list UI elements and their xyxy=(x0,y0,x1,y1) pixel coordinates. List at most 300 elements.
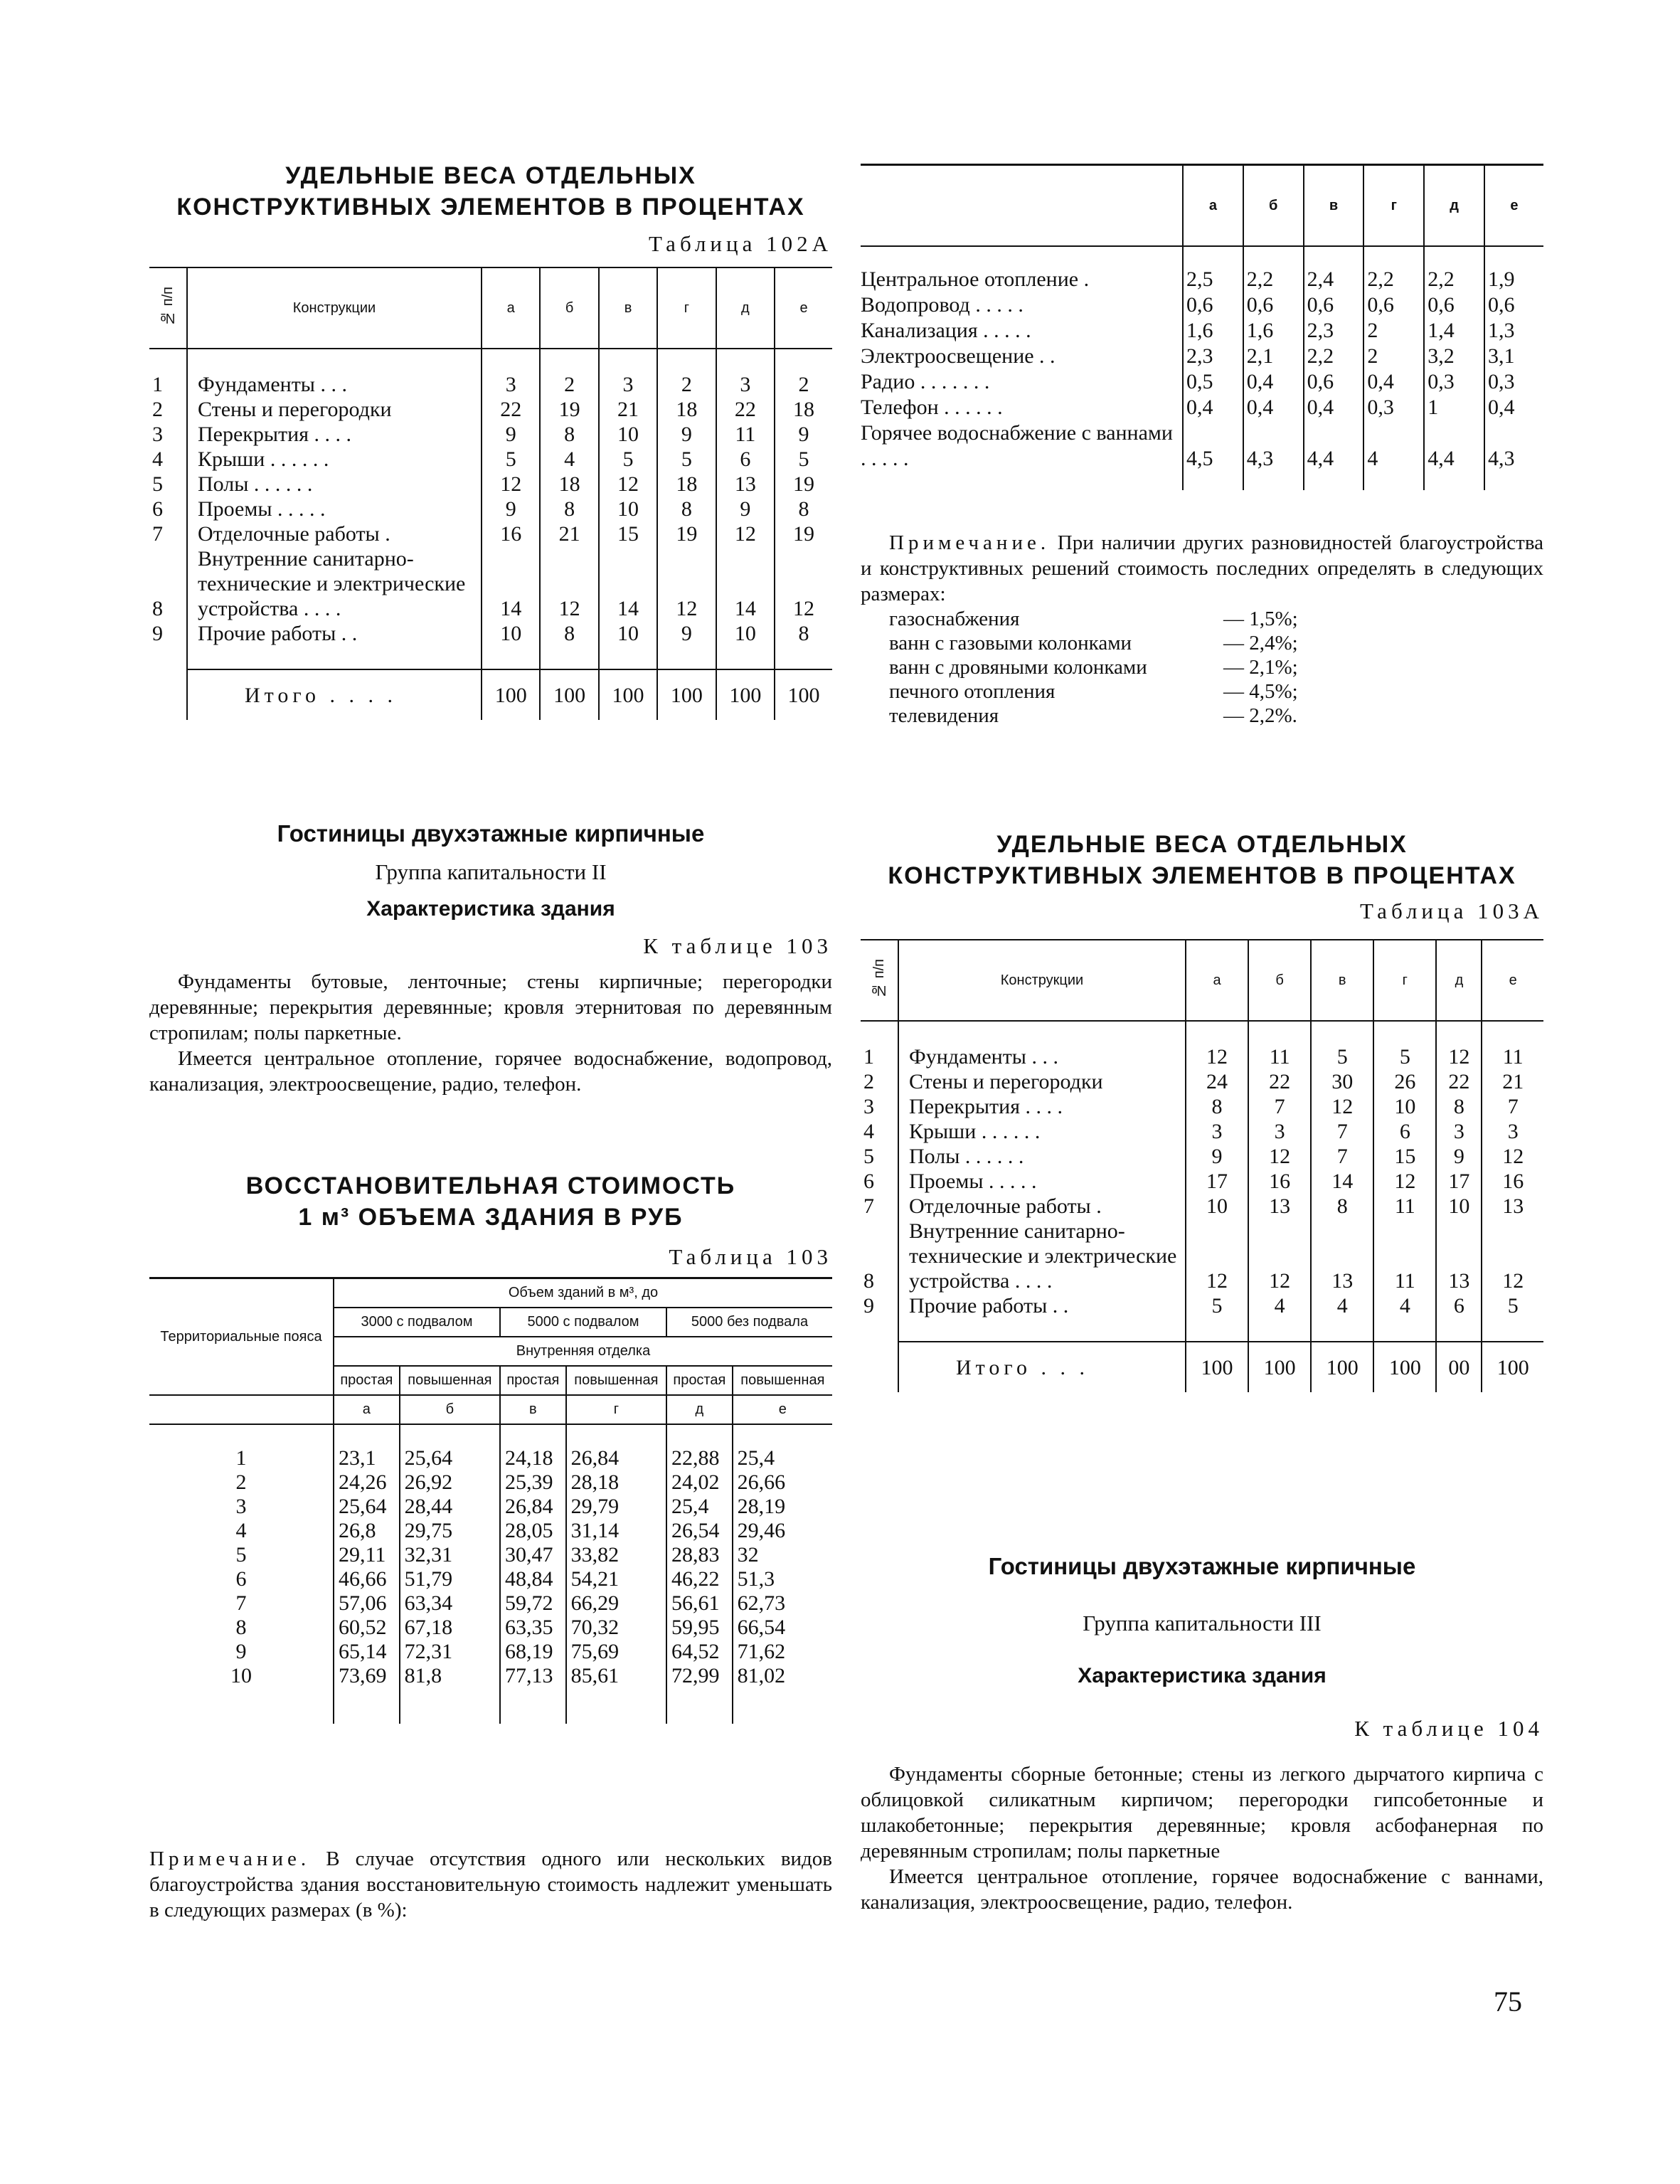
total-value: 100 xyxy=(657,669,716,720)
row-name: Прочие работы . . xyxy=(187,621,482,646)
table-row xyxy=(149,1470,832,1495)
cell-value: 60,52 xyxy=(334,1616,400,1640)
spacer-cell xyxy=(775,349,832,372)
spacer-cell xyxy=(898,1021,1186,1044)
zone-number: 10 xyxy=(230,1664,252,1687)
cell-value: 7 xyxy=(1311,1144,1373,1169)
cell-value: 3 xyxy=(1482,1119,1543,1144)
cell-value: 4 xyxy=(1373,1293,1436,1318)
empty-cell xyxy=(149,1395,334,1424)
table-103a-grid xyxy=(861,939,1543,1392)
cell-value: 9 xyxy=(1186,1144,1248,1169)
zone-number: 6 xyxy=(235,1567,247,1591)
table-102a-grid xyxy=(149,267,832,720)
spacer-cell xyxy=(566,1688,666,1724)
cell-value: 0,6 xyxy=(1363,292,1424,318)
cell-value: 28,44 xyxy=(400,1495,500,1519)
table-label: Таблица 102А xyxy=(649,231,832,256)
spacer-cell xyxy=(1436,1021,1482,1044)
row-name: Стены и перегородки xyxy=(187,397,482,422)
cell-value: 29,11 xyxy=(334,1543,400,1567)
table-102a-heading xyxy=(149,160,832,258)
spacer-cell xyxy=(657,646,716,669)
table-row xyxy=(861,1194,1543,1219)
cell-value: 24 xyxy=(1186,1069,1248,1094)
cell-value: 10 xyxy=(1186,1194,1248,1219)
cell-value: 26,92 xyxy=(400,1470,500,1495)
table-row xyxy=(149,1567,832,1591)
table-103a-heading xyxy=(861,829,1543,926)
cell-value: 30,47 xyxy=(500,1543,566,1567)
row-name: Центральное отопление . xyxy=(861,267,1090,291)
cell-value: 3 xyxy=(482,372,540,397)
total-value: 100 xyxy=(716,669,775,720)
note-item-value: — 2,1%; xyxy=(1223,656,1298,679)
table-102a xyxy=(149,267,832,720)
table-row xyxy=(861,344,1543,369)
table-row xyxy=(861,1069,1543,1094)
table-row xyxy=(861,1293,1543,1318)
cell-value: 19 xyxy=(775,521,832,546)
capital-group: Группа капитальности II xyxy=(375,859,607,884)
spacer-cell xyxy=(1373,1318,1436,1342)
spacer-row xyxy=(861,1021,1543,1044)
cell-value: 2,4 xyxy=(1304,267,1364,292)
finish-type: простая xyxy=(666,1366,733,1395)
cell-value: 3,1 xyxy=(1484,344,1543,369)
cell-value: 21 xyxy=(540,521,598,546)
hotel-ii-section xyxy=(149,818,832,1097)
cell-value: 12 xyxy=(657,546,716,621)
row-number: 9 xyxy=(152,622,163,645)
cell-value: 2 xyxy=(1363,344,1424,369)
spacer-cell xyxy=(400,1424,500,1446)
col-header: д xyxy=(1424,165,1484,247)
cell-value: 16 xyxy=(1482,1169,1543,1194)
note-list-item xyxy=(889,631,1543,655)
cell-value: 2 xyxy=(1363,318,1424,344)
spacer-cell xyxy=(1186,1021,1248,1044)
spacer-cell xyxy=(1484,472,1543,490)
description xyxy=(149,969,832,1097)
row-number: 1 xyxy=(152,373,163,396)
cell-value: 5 xyxy=(657,447,716,472)
zone-number: 9 xyxy=(235,1640,247,1663)
row-number: 7 xyxy=(152,522,163,546)
cell-value: 12 xyxy=(1186,1044,1248,1069)
cell-value: 0,4 xyxy=(1304,395,1364,420)
table-ref: К таблице 103 xyxy=(643,933,832,958)
total-value: 100 xyxy=(1311,1342,1373,1392)
col-letter: б xyxy=(400,1395,500,1424)
cell-value: 24,02 xyxy=(666,1470,733,1495)
col-header: а xyxy=(482,267,540,349)
col-header: б xyxy=(540,267,598,349)
spacer-cell xyxy=(1424,246,1484,267)
heading-line-1: УДЕЛЬНЫЕ ВЕСА ОТДЕЛЬНЫХ xyxy=(285,162,696,189)
total-value: 100 xyxy=(599,669,657,720)
table-row xyxy=(149,1591,832,1616)
total-value: 100 xyxy=(1373,1342,1436,1392)
row-name: Электроосвещение . . xyxy=(861,344,1056,368)
cell-value: 63,35 xyxy=(500,1616,566,1640)
reduction-note xyxy=(861,530,1543,728)
cell-value: 59,72 xyxy=(500,1591,566,1616)
col-header: д xyxy=(1436,940,1482,1021)
row-name: Прочие работы . . xyxy=(898,1293,1186,1318)
row-name: Радио . . . . . . . xyxy=(861,370,990,393)
cell-value: 10 xyxy=(716,621,775,646)
cell-value: 26,8 xyxy=(334,1519,400,1543)
spacer-cell xyxy=(861,1318,898,1342)
row-number: 6 xyxy=(863,1170,874,1193)
spacer-cell xyxy=(775,646,832,669)
note-list-item xyxy=(889,679,1543,704)
spacer-cell xyxy=(1482,1318,1543,1342)
row-name: Полы . . . . . . xyxy=(898,1144,1186,1169)
col-header: б xyxy=(1248,940,1311,1021)
cell-value: 29,75 xyxy=(400,1519,500,1543)
table-row xyxy=(861,395,1543,420)
total-num-cell xyxy=(149,669,187,720)
description-para-2: Имеется центральное отопление, горячее водоснабжение, водопровод, канализация, электроосвещение, радио, телефон. xyxy=(149,1047,832,1096)
spacer-cell xyxy=(1424,472,1484,490)
table-row xyxy=(149,1640,832,1664)
cell-value: 12 xyxy=(716,521,775,546)
cell-value: 4,4 xyxy=(1304,420,1364,472)
volume-group: 5000 с подвалом xyxy=(500,1308,666,1337)
row-name: Фундаменты . . . xyxy=(187,372,482,397)
cell-value: 23,1 xyxy=(334,1446,400,1470)
cell-value: 7 xyxy=(1482,1094,1543,1119)
cell-value: 9 xyxy=(716,497,775,521)
cell-value: 2,3 xyxy=(1304,318,1364,344)
col-header: а xyxy=(1186,940,1248,1021)
cell-value: 0,3 xyxy=(1484,369,1543,395)
table-row xyxy=(861,292,1543,318)
cell-value: 12 xyxy=(1311,1094,1373,1119)
finish-type: повышенная xyxy=(566,1366,666,1395)
spacer-cell xyxy=(334,1688,400,1724)
finish-type: повышенная xyxy=(400,1366,500,1395)
row-name: Фундаменты . . . xyxy=(898,1044,1186,1069)
note-list xyxy=(889,607,1543,728)
cell-value: 12 xyxy=(599,472,657,497)
cell-value: 3 xyxy=(1186,1119,1248,1144)
cell-value: 6 xyxy=(1373,1119,1436,1144)
cell-value: 5 xyxy=(1373,1044,1436,1069)
row-number: 3 xyxy=(152,423,163,446)
total-num-cell xyxy=(861,1342,898,1392)
table-row xyxy=(149,397,832,422)
table-row xyxy=(149,1616,832,1640)
cell-value: 12 xyxy=(1248,1219,1311,1293)
cell-value: 48,84 xyxy=(500,1567,566,1591)
table-row xyxy=(149,521,832,546)
cell-value: 4 xyxy=(1248,1293,1311,1318)
cell-value: 9 xyxy=(657,422,716,447)
cell-value: 6 xyxy=(1436,1293,1482,1318)
note-item-value: — 2,4%; xyxy=(1223,632,1298,654)
row-name: Полы . . . . . . xyxy=(187,472,482,497)
cell-value: 18 xyxy=(657,472,716,497)
cell-value: 72,31 xyxy=(400,1640,500,1664)
cell-value: 0,4 xyxy=(1243,369,1304,395)
spacer-cell xyxy=(733,1688,832,1724)
row-number: 1 xyxy=(863,1045,874,1069)
row-name: Водопровод . . . . . xyxy=(861,293,1024,317)
cell-value: 2,2 xyxy=(1243,267,1304,292)
cell-value: 12 xyxy=(1373,1169,1436,1194)
row-number: 5 xyxy=(152,472,163,496)
spacer-cell xyxy=(1243,246,1304,267)
cell-value: 24,26 xyxy=(334,1470,400,1495)
cell-value: 26,66 xyxy=(733,1470,832,1495)
note-text: В случае отсутствия одного или нескольких видов благоустройства здания восстановительную стоимость надлежит уменьшать в следующих размерах (в %): xyxy=(149,1848,832,1921)
cell-value: 70,32 xyxy=(566,1616,666,1640)
table-label: Таблица 103 xyxy=(669,1244,832,1269)
cell-value: 68,19 xyxy=(500,1640,566,1664)
cell-value: 13 xyxy=(1482,1194,1543,1219)
spacer-cell xyxy=(1311,1318,1373,1342)
col-header-num: № п/п xyxy=(149,267,187,349)
table-row xyxy=(861,318,1543,344)
finish-type: повышенная xyxy=(733,1366,832,1395)
spacer-row xyxy=(861,472,1543,490)
row-name: Крыши . . . . . . xyxy=(187,447,482,472)
cell-value: 25,64 xyxy=(334,1495,400,1519)
cell-value: 22 xyxy=(1248,1069,1311,1094)
table-103-heading xyxy=(149,1170,832,1271)
total-label: Итого . . . . xyxy=(187,669,482,720)
cell-value: 4,4 xyxy=(1424,420,1484,472)
cell-value: 12 xyxy=(482,472,540,497)
cell-value: 71,62 xyxy=(733,1640,832,1664)
zone-number: 2 xyxy=(235,1470,247,1494)
row-number: 2 xyxy=(152,398,163,421)
cell-value: 4 xyxy=(1363,420,1424,472)
cell-value: 13 xyxy=(1436,1219,1482,1293)
spacer-cell xyxy=(1183,472,1243,490)
spacer-cell xyxy=(1248,1021,1311,1044)
cell-value: 77,13 xyxy=(500,1664,566,1688)
spacer-cell xyxy=(1304,246,1364,267)
cell-value: 14 xyxy=(716,546,775,621)
cell-value: 10 xyxy=(599,621,657,646)
cell-value: 2 xyxy=(540,372,598,397)
row-number: 8 xyxy=(152,597,163,620)
cell-value: 8 xyxy=(775,497,832,521)
cell-value: 0,6 xyxy=(1484,292,1543,318)
cell-value: 5 xyxy=(1311,1044,1373,1069)
note-item-name: телевидения xyxy=(889,704,999,727)
note-label: Примечание. xyxy=(889,531,1051,554)
heading-line-2: 1 м³ ОБЪЕМА ЗДАНИЯ В РУБ xyxy=(298,1204,684,1231)
cell-value: 3,2 xyxy=(1424,344,1484,369)
cell-value: 54,21 xyxy=(566,1567,666,1591)
cell-value: 10 xyxy=(1436,1194,1482,1219)
spacer-cell xyxy=(540,646,598,669)
cell-value: 4,3 xyxy=(1484,420,1543,472)
row-number: 3 xyxy=(863,1095,874,1118)
cell-value: 11 xyxy=(1373,1194,1436,1219)
cell-value: 21 xyxy=(1482,1069,1543,1094)
cell-value: 22,88 xyxy=(666,1446,733,1470)
table-row xyxy=(149,472,832,497)
cell-value: 26,84 xyxy=(566,1446,666,1470)
cell-value: 0,3 xyxy=(1363,395,1424,420)
zone-number: 8 xyxy=(235,1616,247,1639)
cell-value: 51,79 xyxy=(400,1567,500,1591)
cell-value: 2 xyxy=(657,372,716,397)
cell-value: 1,4 xyxy=(1424,318,1484,344)
col-letter: е xyxy=(733,1395,832,1424)
row-number: 2 xyxy=(863,1070,874,1093)
cell-value: 15 xyxy=(599,521,657,546)
cell-value: 0,6 xyxy=(1243,292,1304,318)
cell-value: 2,1 xyxy=(1243,344,1304,369)
volume-group: 3000 с подвалом xyxy=(334,1308,500,1337)
reduction-table-grid xyxy=(861,164,1543,490)
cell-value: 3 xyxy=(1436,1119,1482,1144)
cell-value: 7 xyxy=(1311,1119,1373,1144)
table-103-note xyxy=(149,1846,832,1923)
cell-value: 33,82 xyxy=(566,1543,666,1567)
cell-value: 0,4 xyxy=(1183,395,1243,420)
table-row xyxy=(861,369,1543,395)
table-row xyxy=(149,1495,832,1519)
cell-value: 16 xyxy=(1248,1169,1311,1194)
spacer-cell xyxy=(566,1424,666,1446)
total-value: 100 xyxy=(1482,1342,1543,1392)
col-header: е xyxy=(775,267,832,349)
cell-value: 81,8 xyxy=(400,1664,500,1688)
cell-value: 10 xyxy=(1373,1094,1436,1119)
cell-value: 13 xyxy=(1311,1219,1373,1293)
note-list-item xyxy=(889,704,1543,728)
cell-value: 72,99 xyxy=(666,1664,733,1688)
spacer-row xyxy=(149,1424,832,1446)
col-letter: д xyxy=(666,1395,733,1424)
characteristic-heading: Характеристика здания xyxy=(366,897,615,921)
col-header: а xyxy=(1183,165,1243,247)
cell-value: 19 xyxy=(775,472,832,497)
cell-value: 8 xyxy=(657,497,716,521)
spacer-cell xyxy=(540,349,598,372)
spacer-cell xyxy=(400,1688,500,1724)
table-row xyxy=(149,1446,832,1470)
zone-header: Территориальные пояса xyxy=(149,1278,334,1396)
zone-number: 1 xyxy=(235,1446,247,1470)
cell-value: 5 xyxy=(1482,1293,1543,1318)
cell-value: 2 xyxy=(775,372,832,397)
cell-value: 85,61 xyxy=(566,1664,666,1688)
cell-value: 8 xyxy=(775,621,832,646)
col-header-name: Конструкции xyxy=(898,940,1186,1021)
cell-value: 10 xyxy=(482,621,540,646)
col-header: б xyxy=(1243,165,1304,247)
col-header: г xyxy=(657,267,716,349)
cell-value: 67,18 xyxy=(400,1616,500,1640)
cell-value: 63,34 xyxy=(400,1591,500,1616)
cell-value: 29,46 xyxy=(733,1519,832,1543)
spacer-row xyxy=(861,246,1543,267)
total-label: Итого . . . xyxy=(898,1342,1186,1392)
section-title: Гостиницы двухэтажные кирпичные xyxy=(988,1553,1416,1579)
row-number: 9 xyxy=(863,1294,874,1318)
cell-value: 66,29 xyxy=(566,1591,666,1616)
cell-value: 32,31 xyxy=(400,1543,500,1567)
note-item-name: газоснабжения xyxy=(889,608,1020,630)
spacer-cell xyxy=(1186,1318,1248,1342)
cell-value: 12 xyxy=(1186,1219,1248,1293)
table-row xyxy=(861,1169,1543,1194)
finish-header: Внутренняя отделка xyxy=(334,1337,832,1366)
col-header: д xyxy=(716,267,775,349)
row-number: 5 xyxy=(863,1145,874,1168)
cell-value: 46,66 xyxy=(334,1567,400,1591)
table-row xyxy=(149,621,832,646)
spacer-cell xyxy=(1311,1021,1373,1044)
row-name: Телефон . . . . . . xyxy=(861,396,1003,419)
cell-value: 12 xyxy=(1482,1219,1543,1293)
cell-value: 56,61 xyxy=(666,1591,733,1616)
heading-line-1: УДЕЛЬНЫЕ ВЕСА ОТДЕЛЬНЫХ xyxy=(996,831,1408,858)
cell-value: 0,6 xyxy=(1304,369,1364,395)
spacer-cell xyxy=(1243,472,1304,490)
cell-value: 12 xyxy=(1248,1144,1311,1169)
row-name: Проемы . . . . . xyxy=(187,497,482,521)
cell-value: 22 xyxy=(716,397,775,422)
cell-value: 1,3 xyxy=(1484,318,1543,344)
row-number: 4 xyxy=(152,447,163,471)
cell-value: 9 xyxy=(482,497,540,521)
hotel-iii-section xyxy=(861,1551,1543,1915)
cell-value: 0,3 xyxy=(1424,369,1484,395)
spacer-cell xyxy=(861,1021,898,1044)
table-103a xyxy=(861,939,1543,1392)
total-row xyxy=(149,669,832,720)
cell-value: 18 xyxy=(540,472,598,497)
note-item-value: — 1,5%; xyxy=(1223,608,1298,630)
spacer-cell xyxy=(187,349,482,372)
spacer-cell xyxy=(861,246,1183,267)
cell-value: 2,2 xyxy=(1304,344,1364,369)
cell-value: 10 xyxy=(599,422,657,447)
cell-value: 1 xyxy=(1424,395,1484,420)
note-item-name: печного отопления xyxy=(889,680,1056,703)
cell-value: 14 xyxy=(482,546,540,621)
cell-value: 22 xyxy=(1436,1069,1482,1094)
row-name: Проемы . . . . . xyxy=(898,1169,1186,1194)
spacer-cell xyxy=(149,1688,334,1724)
cell-value: 9 xyxy=(482,422,540,447)
table-row xyxy=(861,267,1543,292)
col-header: в xyxy=(1311,940,1373,1021)
note-item-name: ванн с газовыми колонками xyxy=(889,632,1132,654)
cell-value: 57,06 xyxy=(334,1591,400,1616)
zone-number: 5 xyxy=(235,1543,247,1567)
cell-value: 4,5 xyxy=(1183,420,1243,472)
finish-type: простая xyxy=(334,1366,400,1395)
cell-value: 15 xyxy=(1373,1144,1436,1169)
description-para-2: Имеется центральное отопление, горячее водоснабжение с ваннами, канализация, электроосвещение, радио, телефон. xyxy=(861,1865,1543,1914)
heading-line-2: КОНСТРУКТИВНЫХ ЭЛЕМЕНТОВ В ПРОЦЕНТАХ xyxy=(176,194,805,221)
spacer-cell xyxy=(482,349,540,372)
table-row xyxy=(149,422,832,447)
cell-value: 16 xyxy=(482,521,540,546)
cell-value: 13 xyxy=(1248,1194,1311,1219)
